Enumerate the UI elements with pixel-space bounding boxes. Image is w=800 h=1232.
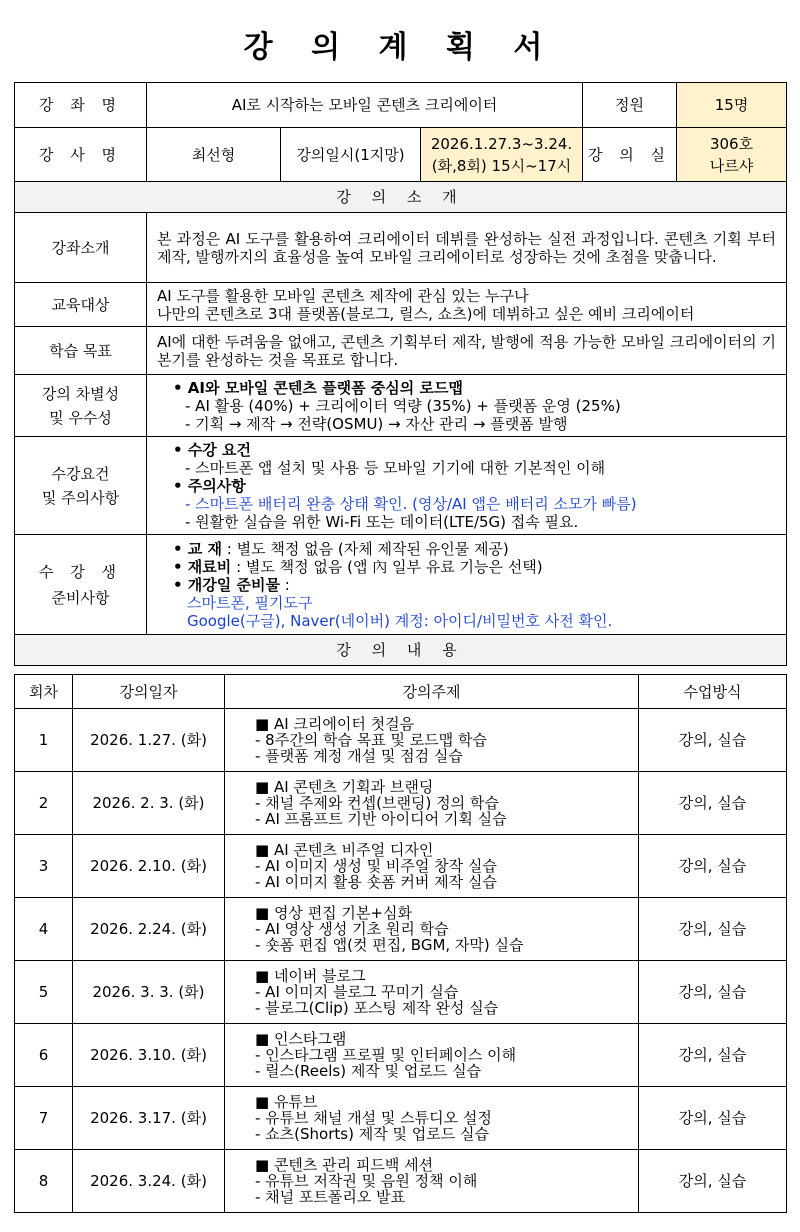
summary-text: 본 과정은 AI 도구를 활용하여 크리에이터 데뷔를 완성하는 실전 과정입니다. 콘텐츠 기획 부터 제작, 발행까지의 효율성을 높여 모바일 크리에이터로 성장하는 것에 초점을 맞춥니다. — [147, 213, 787, 283]
topic-line: - 블로그(Clip) 포스팅 제작 완성 실습 — [255, 999, 499, 1017]
topic-line: - 인스타그램 프로필 및 인터페이스 이해 — [255, 1046, 517, 1064]
preparation-label-line: 수 강 생 — [38, 562, 122, 581]
topic-line: - AI 이미지 활용 숏폼 커버 제작 실습 — [255, 873, 497, 891]
topic-line: - AI 이미지 블로그 꾸미기 실습 — [255, 983, 459, 1001]
room-line: 나르샤 — [709, 156, 754, 175]
session-topic — [225, 898, 639, 961]
session-number: 6 — [15, 1024, 73, 1087]
target-label: 교육대상 — [15, 283, 147, 327]
instructor-label: 강 사 명 — [15, 128, 147, 182]
requirements-label-line: 수강요건 — [51, 464, 110, 483]
goal-label: 학습 목표 — [15, 327, 147, 375]
topic-title: ■ 유튜브 — [255, 1093, 318, 1111]
topic-line: - 채널 주제와 컨셉(브랜딩) 정의 학습 — [255, 794, 499, 812]
session-topic — [225, 709, 639, 772]
session-number: 5 — [15, 961, 73, 1024]
capacity-value: 15명 — [677, 83, 787, 128]
target-text — [147, 283, 787, 327]
table-row — [15, 961, 787, 1024]
goal-text: AI에 대한 두려움을 없애고, 콘텐츠 기획부터 제작, 발행에 적용 가능한 모바일 크리에이터의 기본기를 완성하는 것을 목표로 합니다. — [147, 327, 787, 375]
session-method: 강의, 실습 — [639, 1024, 787, 1087]
table-row — [15, 898, 787, 961]
topic-line: - 유튜브 채널 개설 및 스튜디오 설정 — [255, 1109, 492, 1127]
session-method: 강의, 실습 — [639, 1087, 787, 1150]
preparation-line — [173, 576, 776, 594]
session-number: 2 — [15, 772, 73, 835]
caution-line: - 원활한 실습을 위한 Wi-Fi 또는 데이터(LTE/5G) 접속 필요. — [185, 512, 579, 531]
target-line: AI 도구를 활용한 모바일 콘텐츠 제작에 관심 있는 누구나 — [157, 286, 529, 305]
topic-title: ■ AI 콘텐츠 기획과 브랜딩 — [255, 778, 434, 796]
topic-line: - 숏폼 편집 앱(컷 편집, BGM, 자막) 실습 — [255, 936, 524, 954]
session-number: 1 — [15, 709, 73, 772]
col-header-no: 회차 — [15, 675, 73, 709]
differentiation-label-line: 및 우수성 — [49, 408, 112, 427]
session-topic — [225, 961, 639, 1024]
room-line: 306호 — [709, 134, 754, 153]
preparation-line: 스마트폰, 필기도구 — [187, 593, 313, 612]
page-title: 강 의 계 획 서 — [243, 30, 557, 65]
topic-line: - 유튜브 저작권 및 음원 정책 이해 — [255, 1172, 478, 1190]
content-header: 강 의 내 용 — [15, 635, 787, 666]
course-name-value: AI로 시작하는 모바일 콘텐츠 크리에이터 — [147, 83, 583, 128]
summary-label: 강좌소개 — [15, 213, 147, 283]
session-method: 강의, 실습 — [639, 772, 787, 835]
session-number: 8 — [15, 1150, 73, 1213]
topic-line: - 쇼츠(Shorts) 제작 및 업로드 실습 — [255, 1125, 489, 1143]
topic-title: ■ AI 콘텐츠 비주얼 디자인 — [255, 841, 434, 859]
col-header-method: 수업방식 — [639, 675, 787, 709]
instructor-value: 최선형 — [147, 128, 281, 182]
col-header-date: 강의일자 — [73, 675, 225, 709]
topic-line: - 릴스(Reels) 제작 및 업로드 실습 — [255, 1062, 482, 1080]
topic-title: ■ 영상 편집 기본+심화 — [255, 904, 412, 922]
session-method: 강의, 실습 — [639, 835, 787, 898]
course-name-label: 강 좌 명 — [15, 83, 147, 128]
table-row — [15, 1150, 787, 1213]
preparation-label-line: 준비사항 — [51, 588, 110, 607]
requirements-line: - 스마트폰 앱 설치 및 사용 등 모바일 기기에 대한 기본적인 이해 — [185, 458, 606, 477]
requirements-label-line: 및 주의사항 — [41, 488, 120, 507]
requirements-text — [147, 437, 787, 535]
table-row — [15, 1024, 787, 1087]
session-date: 2026. 3.10. (화) — [73, 1024, 225, 1087]
session-topic — [225, 1024, 639, 1087]
schedule-line: 2026.1.27.3~3.24. — [430, 134, 573, 153]
preparation-item-text: : — [279, 575, 290, 594]
preparation-item-head: • 재료비 — [173, 557, 232, 576]
topic-title: ■ 인스타그램 — [255, 1030, 347, 1048]
preparation-item-head: • 개강일 준비물 — [173, 575, 280, 594]
room-value — [677, 128, 787, 182]
preparation-item-head: • 교 재 — [173, 539, 223, 558]
preparation-text — [147, 535, 787, 635]
topic-title: ■ 네이버 블로그 — [255, 967, 366, 985]
topic-line: - AI 프롬프트 기반 아이디어 기획 실습 — [255, 810, 507, 828]
table-row — [15, 835, 787, 898]
session-method: 강의, 실습 — [639, 961, 787, 1024]
session-date: 2026. 3.24. (화) — [73, 1150, 225, 1213]
session-date: 2026. 2.24. (화) — [73, 898, 225, 961]
session-topic — [225, 1150, 639, 1213]
preparation-line: Google(구글), Naver(네이버) 계정: 아이디/비밀번호 사전 확인. — [187, 611, 613, 630]
col-header-topic: 강의주제 — [225, 675, 639, 709]
session-date: 2026. 3. 3. (화) — [73, 961, 225, 1024]
session-number: 3 — [15, 835, 73, 898]
session-method: 강의, 실습 — [639, 1150, 787, 1213]
topic-title: ■ AI 크리에이터 첫걸음 — [255, 715, 415, 733]
differentiation-label-line: 강의 차별성 — [41, 384, 120, 403]
topic-line: - 플랫폼 계정 개설 및 점검 실습 — [255, 747, 463, 765]
session-number: 4 — [15, 898, 73, 961]
preparation-line — [173, 558, 776, 576]
caution-line: - 스마트폰 배터리 완충 상태 확인. (영상/AI 앱은 배터리 소모가 빠름) — [185, 494, 637, 513]
schedule-value — [421, 128, 583, 182]
preparation-item-text: : 별도 책정 없음 (앱 內 일부 유료 기능은 선택) — [236, 557, 543, 576]
topic-line: - AI 영상 생성 기초 원리 학습 — [255, 920, 449, 938]
session-number: 7 — [15, 1087, 73, 1150]
table-row — [15, 709, 787, 772]
differentiation-label — [15, 375, 147, 437]
session-topic — [225, 1087, 639, 1150]
session-date: 2026. 3.17. (화) — [73, 1087, 225, 1150]
differentiation-line: - 기획 → 제작 → 전략(OSMU) → 자산 관리 → 플랫폼 발행 — [185, 414, 568, 433]
differentiation-head: • AI와 모바일 콘텐츠 플랫폼 중심의 로드맵 — [173, 378, 463, 397]
session-method: 강의, 실습 — [639, 709, 787, 772]
differentiation-text — [147, 375, 787, 437]
topic-line: - AI 이미지 생성 및 비주얼 창작 실습 — [255, 857, 497, 875]
session-topic — [225, 835, 639, 898]
schedule-table — [14, 674, 787, 1213]
caution-head: • 주의사항 — [173, 476, 246, 495]
capacity-label: 정원 — [583, 83, 677, 128]
preparation-label — [15, 535, 147, 635]
topic-title: ■ 콘텐츠 관리 피드백 세션 — [255, 1156, 434, 1174]
differentiation-line: - AI 활용 (40%) + 크리에이터 역량 (35%) + 플랫폼 운영 (25%) — [185, 396, 621, 415]
schedule-label: 강의일시(1지망) — [281, 128, 421, 182]
course-info-table — [14, 82, 787, 666]
requirements-label — [15, 437, 147, 535]
session-date: 2026. 2. 3. (화) — [73, 772, 225, 835]
session-date: 2026. 2.10. (화) — [73, 835, 225, 898]
target-line: 나만의 콘텐츠로 3대 플랫폼(블로그, 릴스, 쇼츠)에 데뷔하고 싶은 예비 크리에이터 — [157, 304, 695, 323]
session-date: 2026. 1.27. (화) — [73, 709, 225, 772]
session-topic — [225, 772, 639, 835]
requirements-head: • 수강 요건 — [173, 440, 251, 459]
preparation-line — [173, 540, 776, 558]
topic-line: - 8주간의 학습 목표 및 로드맵 학습 — [255, 731, 487, 749]
preparation-item-text: : 별도 책정 없음 (자체 제작된 유인물 제공) — [226, 539, 509, 558]
room-label: 강 의 실 — [583, 128, 677, 182]
schedule-line: (화,8회) 15시~17시 — [431, 156, 572, 175]
topic-line: - 채널 포트폴리오 발표 — [255, 1188, 406, 1206]
table-row — [15, 772, 787, 835]
session-method: 강의, 실습 — [639, 898, 787, 961]
table-row — [15, 1087, 787, 1150]
intro-header: 강 의 소 개 — [15, 182, 787, 213]
